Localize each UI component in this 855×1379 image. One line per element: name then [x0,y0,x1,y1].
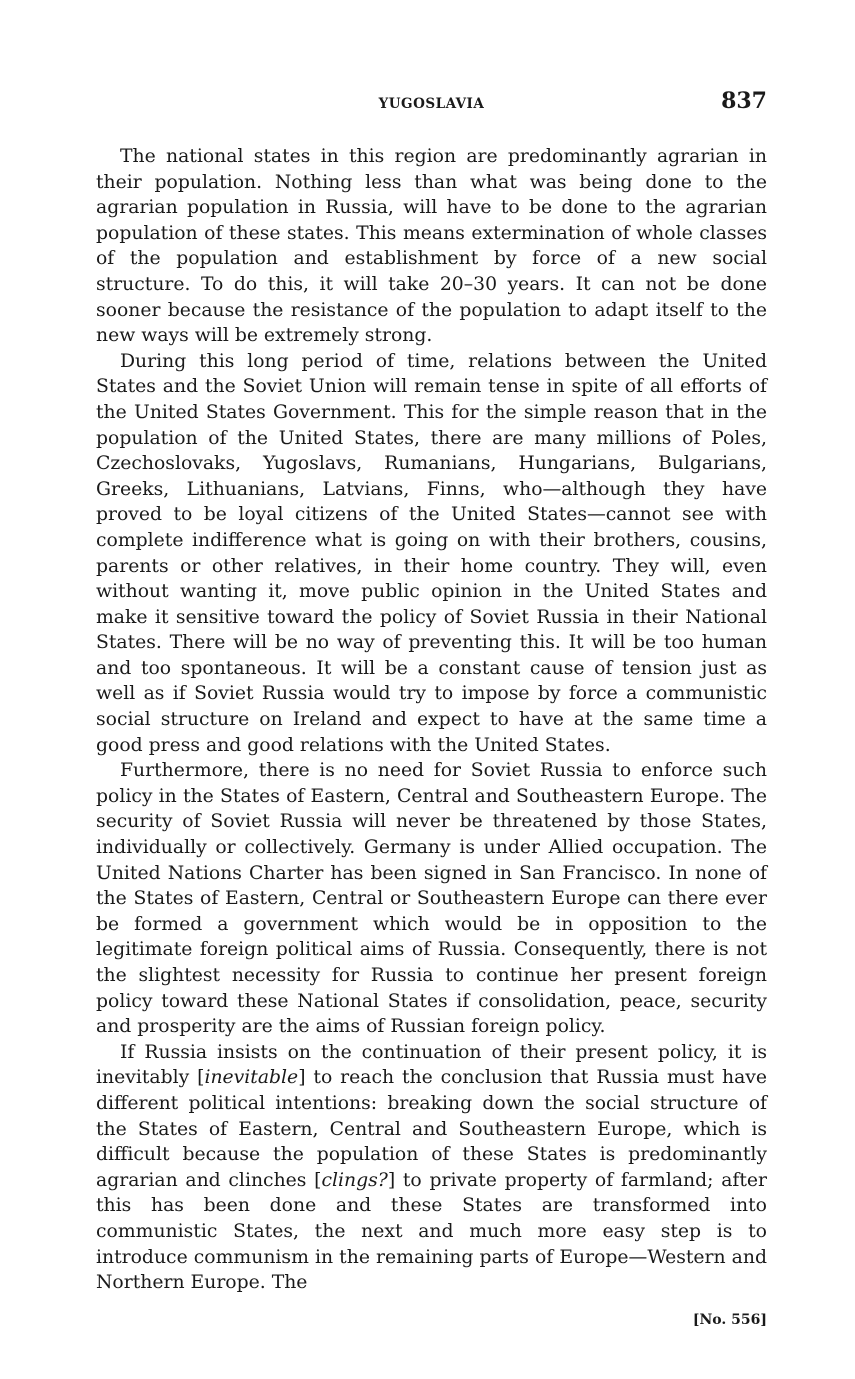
paragraph-4-part-3: ] to private property of farmland; after this has been done and these States are transformed into communistic States, the next and much more easy step is to introduce communism in the remaining parts of Europe—Western and Northern Europe. The [96,1169,767,1294]
paragraph-4-part-1: If Russia insists on the continuation of their present policy, it is inevitably [ [96,1041,767,1089]
body-text [96,144,767,1296]
paragraph-2: During this long period of time, relations between the United States and the Soviet Union will remain tense in spite of all efforts of the United States Government. This for the simple reason that in the population of the United States, there are many millions of Poles, Czechoslovaks, Yugoslavs, Rumanians, Hungarians, Bulgarians, Greeks, Lithuanians, Latvians, Finns, who—although they have proved to be loyal citizens of the United States—cannot see with complete indifference what is going on with their brothers, cousins, parents or other relatives, in their home country. They will, even without wanting it, move public opinion in the United States and make it sensitive toward the policy of Soviet Russia in their National States. There will be no way of preventing this. It will be too human and too spontaneous. It will be a constant cause of tension just as well as if Soviet Russia would try to impose by force a communistic social structure on Ireland and expect to have at the same time a good press and good relations with the United States. [96,350,767,756]
page-number: 837 [721,88,767,114]
document-number: [No. 556] [692,1311,767,1328]
paragraph-4-part-2: ] to reach the conclusion that Russia must have different political intentions: breaking down the social structure of the States of Eastern, Central and Southeastern Europe, which is difficult because the population of these States is predominantly agrarian and clinches [ [96,1067,767,1191]
document-page [96,88,767,1328]
running-title: YUGOSLAVIA [378,96,485,112]
page-header [96,88,767,120]
editorial-correction-clings: clings? [321,1169,388,1191]
editorial-correction-inevitable: inevitable [204,1067,299,1089]
paragraph-1: The national states in this region are predominantly agrarian in their population. Nothing less than what was being done to the agrarian population in Russia, will have to be done to the agrarian population of these states. This means extermination of whole classes of the population and establishment by force of a new social structure. To do this, it will take 20–30 years. It can not be done sooner because the resistance of the population to adapt itself to the new ways will be extremely strong. [96,146,767,347]
paragraph-3: Furthermore, there is no need for Soviet Russia to enforce such policy in the States of Eastern, Central and Southeastern Europe. The security of Soviet Russia will never be threatened by those States, individually or collectively. Germany is under Allied occupation. The United Nations Charter has been signed in San Francisco. In none of the States of Eastern, Central or Southeastern Europe can there ever be formed a government which would be in opposition to the legitimate foreign political aims of Russia. Consequently, there is not the slightest necessity for Russia to continue her present foreign policy toward these National States if consolidation, peace, security and prosperity are the aims of Russian foreign policy. [96,760,767,1038]
paragraph-4 [96,1040,767,1296]
